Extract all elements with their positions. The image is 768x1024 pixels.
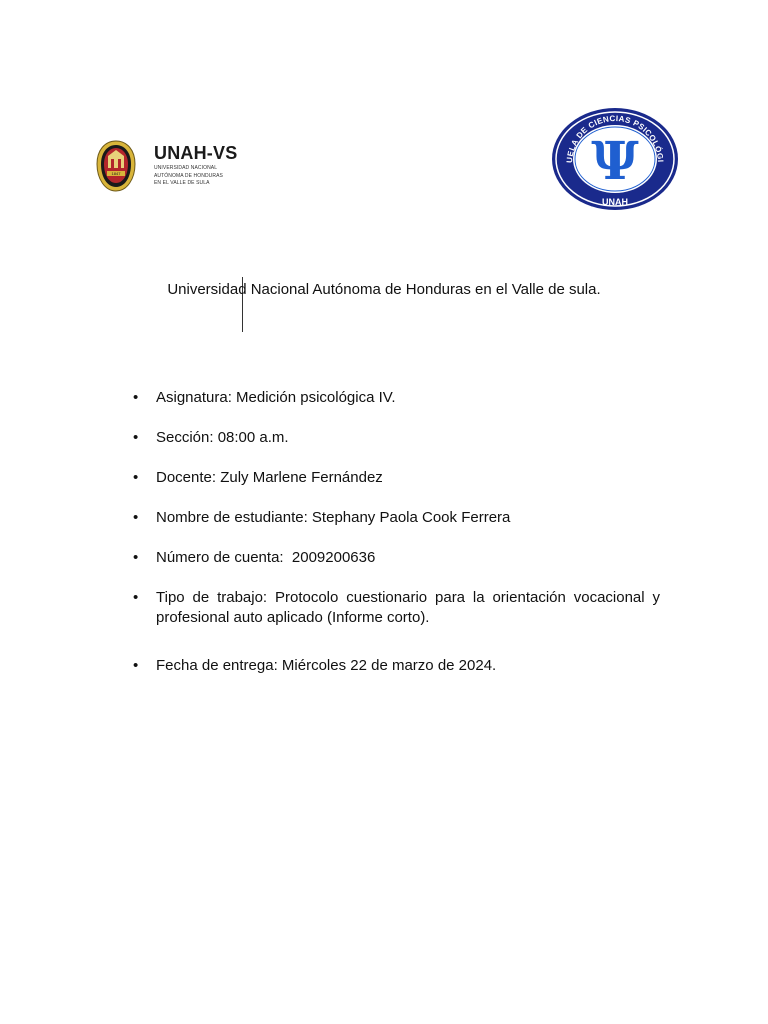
- university-title: Universidad Nacional Autónoma de Honduras en el Valle de sula.: [167, 281, 601, 298]
- svg-text:UNAH: UNAH: [602, 197, 628, 207]
- bullet-icon: •: [133, 389, 139, 406]
- list-item-teacher: [128, 468, 660, 488]
- bullet-icon: •: [133, 657, 139, 674]
- cover-info-list: [128, 388, 660, 696]
- psychology-school-logo: [550, 106, 680, 212]
- unah-vs-wordmark: [154, 142, 254, 187]
- section-text: Sección: 08:00 a.m.: [156, 429, 289, 446]
- bullet-icon: •: [133, 469, 139, 486]
- brand-name: UNAH-VS: [154, 143, 238, 163]
- bullet-icon: •: [133, 509, 139, 526]
- account-text: Número de cuenta: 2009200636: [156, 549, 376, 566]
- brand-subtitle-line-1: UNIVERSIDAD NACIONAL: [154, 165, 218, 171]
- brand-subtitle-line-3: EN EL VALLE DE SULA: [154, 180, 210, 186]
- bullet-icon: •: [133, 589, 139, 606]
- list-item-work-type: [128, 588, 660, 628]
- svg-text:1847: 1847: [111, 171, 121, 176]
- list-item-account: [128, 548, 660, 568]
- brand-subtitle-line-2: AUTÓNOMA DE HONDURAS: [154, 172, 223, 179]
- psi-emblem-icon: [550, 106, 680, 212]
- student-text: Nombre de estudiante: Stephany Paola Cook Ferrera: [156, 509, 511, 526]
- teacher-text: Docente: Zuly Marlene Fernández: [156, 469, 383, 486]
- subject-text: Asignatura: Medición psicológica IV.: [156, 389, 396, 406]
- work-type-text: Tipo de trabajo: Protocolo cuestionario para la orientación vocacional y profesional auto aplicado (Informe corto).: [156, 589, 660, 626]
- list-item-section: [128, 428, 660, 448]
- list-item-due-date: [128, 656, 660, 676]
- bullet-icon: •: [133, 549, 139, 566]
- svg-text:ESCUELA DE CIENCIAS PSICOLÓGIC: UELA DE CIENCIAS PSICOLÓGI: [564, 113, 665, 164]
- list-item-subject: [128, 388, 660, 408]
- svg-text:Ψ: Ψ: [591, 131, 639, 192]
- list-item-student: [128, 508, 660, 528]
- bullet-icon: •: [133, 429, 139, 446]
- due-date-text: Fecha de entrega: Miércoles 22 de marzo de 2024.: [156, 657, 497, 674]
- university-seal-icon: [96, 140, 136, 192]
